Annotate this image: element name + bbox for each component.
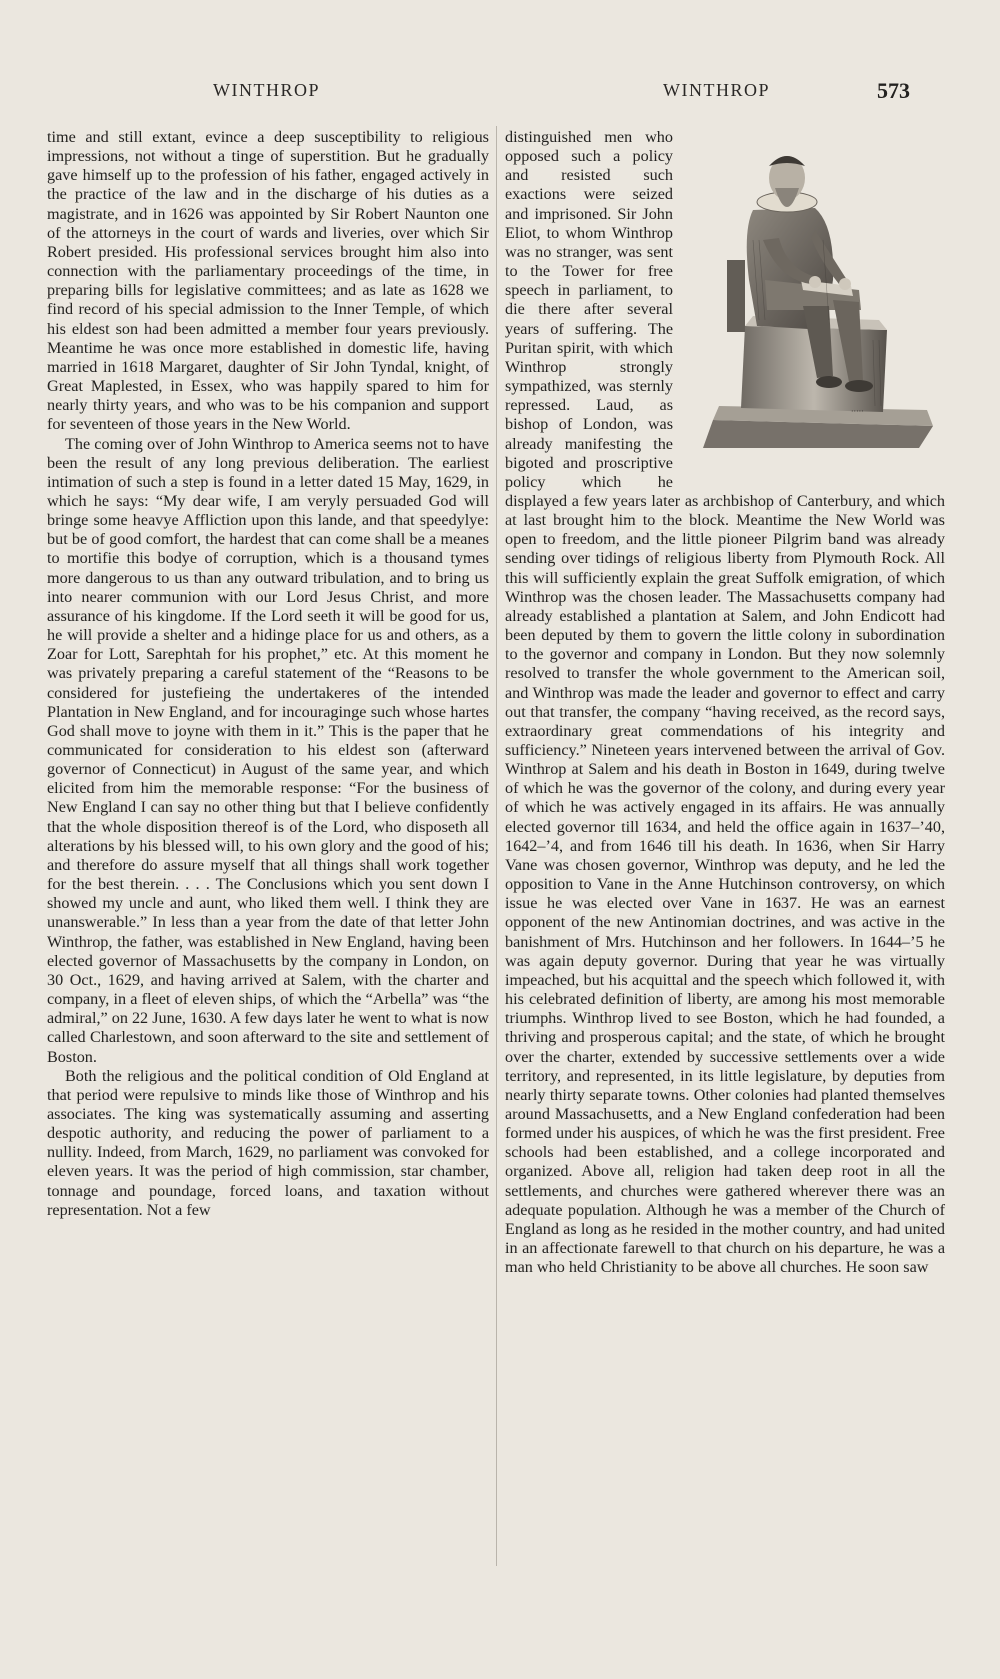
left-paragraph-1: time and still extant, evince a deep susceptibility to religious impressions, not without a tinge of superstition. But he gradually gave himself up to the profession of his father, engaged actively in the practice of the law and in the discharge of his duties as a magistrate, and in 1626 was appointed by Sir Robert Naunton one of the attorneys in the court of wards and liveries, over which Sir Robert presided. His professional services brought him also into connection with the parliamentary proceedings of the time, in preparing bills for legislative committees; and as late as 1628 we find record of his special admission to the Inner Temple, of which his eldest son had been admitted a member four years previously. Meantime he was once more established in domestic life, having married in 1618 Margaret, daughter of Sir John Tyndal, knight, of Great Maplested, in Essex, who was happily spared to him for nearly thirty years, and who was to be his companion and support for seventeen of those years in the New World. [47,128,489,434]
running-head-left: WINTHROP [213,80,320,100]
left-paragraph-3: Both the religious and the political condition of Old England at that period were repulsive to minds like those of Winthrop and his associates. The king was systematically assuming and asserting despotic authority, and reducing the power of parliament to a nullity. Indeed, from March, 1629, no parliament was convoked for eleven years. It was the period of high commission, star chamber, tonnage and poundage, forced loans, and taxation without representation. Not a few [47,1066,489,1219]
left-paragraph-2: The coming over of John Winthrop to America seems not to have been the result of any long previous deliberation. The earliest intimation of such a step is found in a letter dated 15 May, 1629, in which he says: “My dear wife, I am veryly persuaded God will bringe some heavye Affliction upon this lande, and that speedylye: but be of good comfort, the hardest that can come shall be a meanes to mortifie this bodye of corruption, which is a thousand tymes more dangerous to us than any outward tribulation, and to bring us into nearer communion with our Lord Jesus Christ, and more assurance of his kingdome. If the Lord seeth it will be good for us, he will provide a shelter and a hidinge place for us and others, as a Zoar for Lott, Sarephtah for his prophet,” etc. At this moment he was privately preparing a careful statement of the “Reasons to be considered for justefieing the undertakeres of the intended Plantation in New England, and for incouraginge such whose hartes God shall move to joyne with them in it.” This is the paper that he communicated for consideration to his eldest son (afterward governor of Connecticut) in August of the same year, and which elicited from him the memorable response: “For the business of New England I can say no other thing but that I believe confidently that the whole disposition thereof is of the Lord, who disposeth all alterations by his blessed will, to his own glory and the good of his; and therefore do assure myself that all things shall work together for the best therein. . . . The Conclusions which you sent down I showed my uncle and aunt, who liked them well. I think they are unanswerable.” In less than a year from the date of that letter John Winthrop, the father, was established in New England, having been elected governor of Massachusetts by the company in London, on 30 Oct., 1629, and having arrived at Salem, with the charter and company, in a fleet of eleven ships, of which the “Arbella” was “the admiral,” on 22 June, 1630. A few days later he went to what is now called Charlestown, and soon afterward to the site and settlement of Boston. [47,434,489,1066]
left-column [47,128,489,1220]
right-column [505,128,945,1277]
running-head-right: WINTHROP [663,80,770,100]
page-number: 573 [877,78,910,103]
right-paragraph-1: distinguished men who opposed such a policy and resisted such exactions were seized and imprisoned. Sir John Eliot, to whom Winthrop was no stranger, was sent to the Tower for free speech in parliament, to die there after several years of suffering. The Puritan spirit, with which Winthrop strongly sympathized, was sternly repressed. Laud, as bishop of London, was already manifesting the bigoted and proscriptive policy which he displayed a few years later as archbishop of Canterbury, and which at last brought him to the block. Meantime the New World was open to freedom, and the little pioneer Pilgrim band was already sending over tidings of religious liberty from Plymouth Rock. All this will sufficiently explain the great Suffolk emigration, of which Winthrop was the chosen leader. The Massachusetts company had already established a plantation at Salem, and John Endicott had been deputed by them to govern the little colony in subordination to the governor and company in London. But they now solemnly resolved to transfer the whole government to the American soil, and Winthrop was made the leader and governor to effect and carry out that transfer, the company “having received, as the record says, extraordinary great commendations of his integrity and sufficiency.” Nineteen years intervened between the arrival of Gov. Winthrop at Salem and his death in Boston in 1649, during twelve of which he was the governor of the colony, and during every year of which he was actively engaged in its affairs. He was annually elected governor till 1634, and held the office again in 1637–’40, 1642–’4, and from 1646 till his death. In 1636, when Sir Harry Vane was chosen governor, Winthrop was deputy, and he led the opposition to Vane in the Anne Hutchinson controversy, on which issue he was elected over Vane in 1637. He was an earnest opponent of the new Antinomian doctrines, and was active in the banishment of Mrs. Hutchinson and her followers. In 1644–’5 he was again deputy governor. During that year he was virtually impeached, but his acquittal and the speech which followed it, with his celebrated definition of liberty, are among his most memorable triumphs. Winthrop lived to see Boston, which he had founded, a thriving and prosperous capital; and the state, of which he brought over the charter, extended by successive settlements over a wide territory, and represented, in its little legislature, by deputies from nearly thirty separate towns. Other colonies had planted themselves around Massachusetts, and a New England confederation had been formed under his auspices, of which he was the first president. Free schools had been established, and a college incorporated and organized. Above all, religion had taken deep root in all the settlements, and churches were gathered wherever there was an adequate population. Although he was a member of the Church of England as long as he resided in the mother country, and had united in an affectionate farewell to that church on his departure, he was a man who held Christianity to be above all churches. He soon saw [505,128,945,1277]
statue-illustration-icon [683,130,945,476]
svg-text:·····: ····· [851,407,864,416]
column-divider [496,126,497,1566]
